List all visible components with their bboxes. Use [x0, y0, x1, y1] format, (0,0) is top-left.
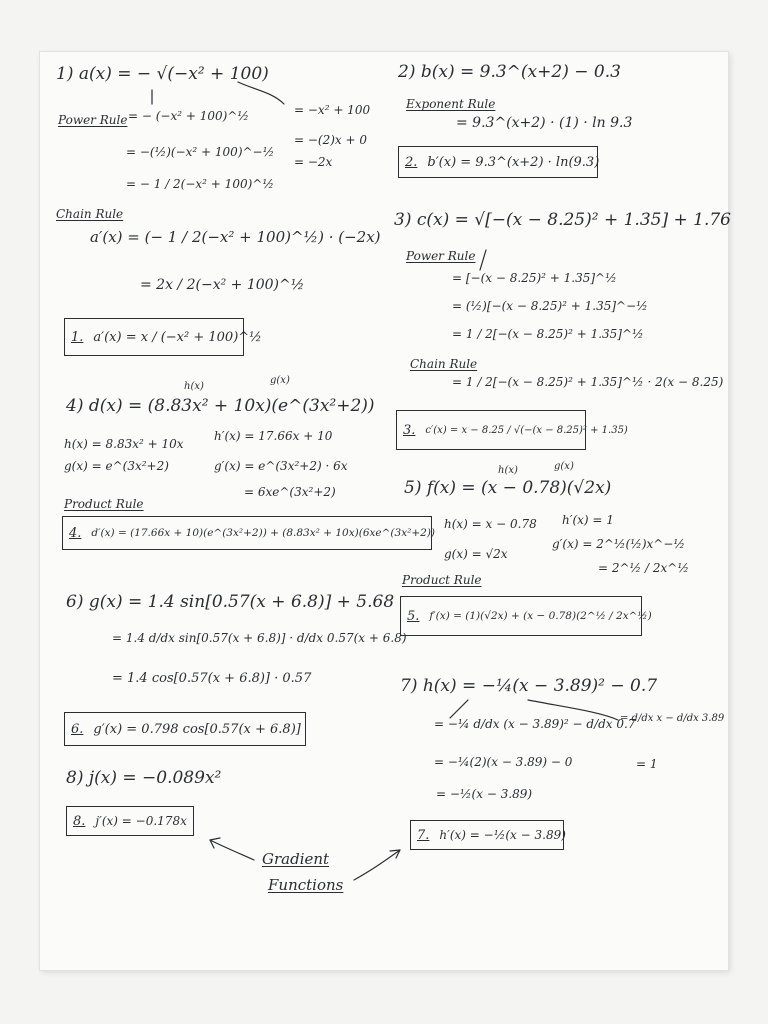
p1-function: 1) a(x) = − √(−x² + 100)	[56, 64, 269, 84]
p5-h: h(x) = x − 0.78	[444, 517, 537, 531]
p7-side1: = d/dx x − d/dx 3.89	[620, 713, 725, 724]
p5-gp2: = 2^½ / 2x^½	[598, 561, 689, 575]
p3-chain-rule-label: Chain Rule	[410, 357, 478, 371]
p7-step2: = −¼(2)(x − 3.89) − 0	[434, 755, 573, 769]
p2-answer-label: 2.	[405, 154, 418, 170]
p4-gp: g′(x) = e^(3x²+2) · 6x	[214, 459, 348, 473]
p3-chain1: = 1 / 2[−(x − 8.25)² + 1.35]^½ · 2(x − 8.25)	[452, 375, 724, 389]
p1-side1: = −x² + 100	[294, 103, 371, 117]
p1-side3: = −2x	[294, 155, 333, 169]
p3-step2: = (½)[−(x − 8.25)² + 1.35]^−½	[452, 299, 648, 313]
p4-product-rule-label: Product Rule	[64, 497, 144, 511]
p8-function: 8) j(x) = −0.089x²	[66, 768, 222, 788]
p3-answer-label: 3.	[403, 422, 416, 438]
p6-answer: g′(x) = 0.798 cos[0.57(x + 6.8)]	[93, 721, 301, 737]
p6-answer-label: 6.	[71, 721, 84, 737]
p3-function: 3) c(x) = √[−(x − 8.25)² + 1.35] + 1.76	[394, 210, 731, 230]
p5-product-rule-label: Product Rule	[402, 573, 482, 587]
p5-answer-box	[400, 596, 652, 636]
p2-answer: b′(x) = 9.3^(x+2) · ln(9.3)	[427, 154, 600, 170]
p5-g: g(x) = √2x	[444, 547, 508, 561]
p6-step1: = 1.4 d/dx sin[0.57(x + 6.8)] · d/dx 0.57(x + 6.8)	[112, 631, 407, 645]
p1-step1: = − (−x² + 100)^½	[128, 109, 250, 123]
p6-answer-box	[64, 712, 306, 746]
p7-step1: = −¼ d/dx (x − 3.89)² − d/dx 0.7	[434, 717, 636, 731]
p7-step3: = −½(x − 3.89)	[436, 787, 533, 801]
p5-h-tag: h(x)	[498, 465, 518, 476]
p6-function: 6) g(x) = 1.4 sin[0.57(x + 6.8)] + 5.68	[66, 592, 395, 612]
p5-answer: f′(x) = (1)(√2x) + (x − 0.78)(2^½ / 2x^½)	[429, 610, 652, 622]
p1-step3: = − 1 / 2(−x² + 100)^½	[126, 177, 274, 191]
p1-chain-rule-label: Chain Rule	[56, 207, 124, 221]
p2-answer-box	[398, 146, 598, 178]
p5-answer-label: 5.	[407, 608, 420, 624]
p4-h-tag: h(x)	[184, 381, 204, 392]
p1-answer: a′(x) = x / (−x² + 100)^½	[93, 329, 262, 345]
p8-answer-box	[66, 806, 194, 836]
p3-step3: = 1 / 2[−(x − 8.25)² + 1.35]^½	[452, 327, 644, 341]
p4-gp2: = 6xe^(3x²+2)	[244, 485, 336, 499]
p4-function: 4) d(x) = (8.83x² + 10x)(e^(3x²+2))	[66, 396, 375, 416]
p2-function: 2) b(x) = 9.3^(x+2) − 0.3	[398, 62, 621, 82]
p1-answer-label: 1.	[71, 329, 84, 345]
p1-answer-box	[64, 318, 262, 356]
p5-gp: g′(x) = 2^½(½)x^−½	[552, 537, 686, 551]
p4-g: g(x) = e^(3x²+2)	[64, 459, 169, 473]
p1-side2: = −(2)x + 0	[294, 133, 368, 147]
p2-exponent-rule-label: Exponent Rule	[406, 97, 496, 111]
p1-power-rule-label: Power Rule	[58, 113, 128, 127]
p1-step2: = −(½)(−x² + 100)^−½	[126, 145, 275, 159]
p7-answer-label: 7.	[417, 827, 430, 843]
p3-power-rule-label: Power Rule	[406, 249, 476, 263]
p4-answer: d′(x) = (17.66x + 10)(e^(3x²+2)) + (8.83x² + 10x)(6xe^(3x²+2))	[91, 527, 436, 539]
p4-hp: h′(x) = 17.66x + 10	[214, 429, 333, 443]
p1-chain1: a′(x) = (− 1 / 2(−x² + 100)^½) · (−2x)	[90, 228, 381, 246]
p5-hp: h′(x) = 1	[562, 513, 614, 527]
p3-answer: c′(x) = x − 8.25 / √(−(x − 8.25)² + 1.35)	[425, 424, 628, 436]
p7-side2: = 1	[636, 757, 658, 771]
p1-chain2: = 2x / 2(−x² + 100)^½	[140, 277, 305, 293]
footer-gradient: Gradient	[262, 850, 330, 868]
p4-answer-box	[62, 516, 436, 550]
p2-step1: = 9.3^(x+2) · (1) · ln 9.3	[456, 115, 633, 131]
p4-h: h(x) = 8.83x² + 10x	[64, 437, 184, 451]
p8-answer-label: 8.	[73, 813, 86, 829]
footer-functions: Functions	[268, 876, 344, 894]
p5-function: 5) f(x) = (x − 0.78)(√2x)	[404, 478, 612, 498]
p6-step2: = 1.4 cos[0.57(x + 6.8)] · 0.57	[112, 671, 312, 686]
p4-answer-label: 4.	[69, 525, 82, 541]
p3-answer-box	[396, 410, 628, 450]
p7-answer-box	[410, 820, 564, 850]
p3-step1: = [−(x − 8.25)² + 1.35]^½	[452, 271, 617, 285]
p4-g-tag: g(x)	[270, 375, 290, 386]
p8-answer: j′(x) = −0.178x	[95, 814, 187, 828]
p7-function: 7) h(x) = −¼(x − 3.89)² − 0.7	[400, 676, 658, 696]
p7-answer: h′(x) = −½(x − 3.89)	[439, 828, 566, 842]
p5-g-tag: g(x)	[554, 461, 574, 472]
